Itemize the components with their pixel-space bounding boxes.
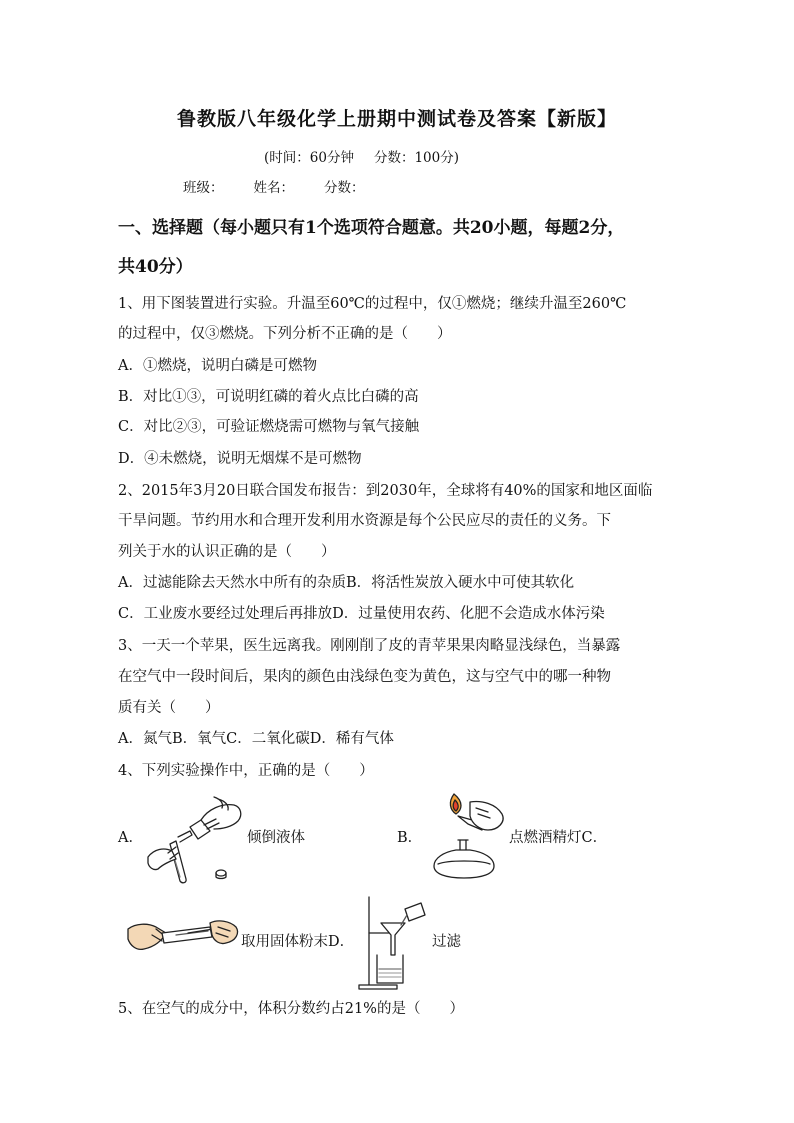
class-label: 班级： [183,180,224,196]
q4-stem: 4、下列实验操作中，正确的是（ ） [118,763,374,779]
student-info-line [183,176,365,196]
q1-option-a: A．①燃烧，说明白磷是可燃物 [118,358,317,374]
q4-option-b-text: 点燃酒精灯C． [509,830,608,846]
q4-option-a-text: 倾倒液体 [247,830,305,846]
q2-options-line2: C．工业废水要经过处理后再排放D．过量使用农药、化肥不会造成水体污染 [118,606,605,622]
q5-stem: 5、在空气的成分中，体积分数约占21%的是（ ） [118,1001,464,1017]
q1-option-c: C．对比②③，可验证燃烧需可燃物与氧气接触 [118,419,420,435]
q4-option-b-letter: B． [397,830,423,846]
q1-option-d: D．④未燃烧，说明无烟煤不是可燃物 [118,451,362,467]
q3-stem-line1: 3、一天一个苹果，医生远离我。刚刚削了皮的青苹果果肉略显浅绿色，当暴露 [118,638,621,654]
q3-stem-line3: 质有关（ ） [118,700,220,716]
q2-stem-line2: 干旱问题。节约用水和合理开发利用水资源是每个公民应尽的责任的义务。下 [118,513,611,529]
score-label: 分数： [324,180,365,196]
powder-tube-illustration [126,915,240,961]
q1-stem-line1: 1、用下图装置进行实验。升温至60℃的过程中，仅①燃烧；继续升温至260℃ [118,296,627,312]
name-label: 姓名： [253,180,294,196]
q2-options-line1: A．过滤能除去天然水中所有的杂质B．将活性炭放入硬水中可使其软化 [118,575,575,591]
q4-option-d-text: 过滤 [432,934,461,950]
exam-info [264,146,459,166]
filtration-illustration [357,893,433,991]
q4-option-c-text: 取用固体粉末D． [241,934,355,950]
page-title: 鲁教版八年级化学上册期中测试卷及答案【新版】 [176,108,617,130]
exam-score: 分数：100分) [373,150,459,166]
q1-option-b: B．对比①③，可说明红磷的着火点比白磷的高 [118,389,419,405]
q3-stem-line2: 在空气中一段时间后，果肉的颜色由浅绿色变为黄色，这与空气中的哪一种物 [118,669,611,685]
exam-time: (时间：60分钟 [264,150,354,166]
q3-options-line: A．氮气B．氧气C．二氧化碳D．稀有气体 [118,731,394,747]
alcohol-lamp-illustration [424,790,508,880]
section-heading-line2: 共40分） [118,257,193,277]
pour-liquid-illustration [146,795,246,885]
q2-stem-line1: 2、2015年3月20日联合国发布报告：到2030年，全球将有40%的国家和地区面临 [118,483,653,499]
section-heading-line1: 一、选择题（每小题只有1个选项符合题意。共20小题，每题2分， [118,218,625,238]
q1-stem-line2: 的过程中，仅③燃烧。下列分析不正确的是（ ） [118,326,452,342]
q2-stem-line3: 列关于水的认识正确的是（ ） [118,544,336,560]
q4-option-a-letter: A． [118,830,143,846]
